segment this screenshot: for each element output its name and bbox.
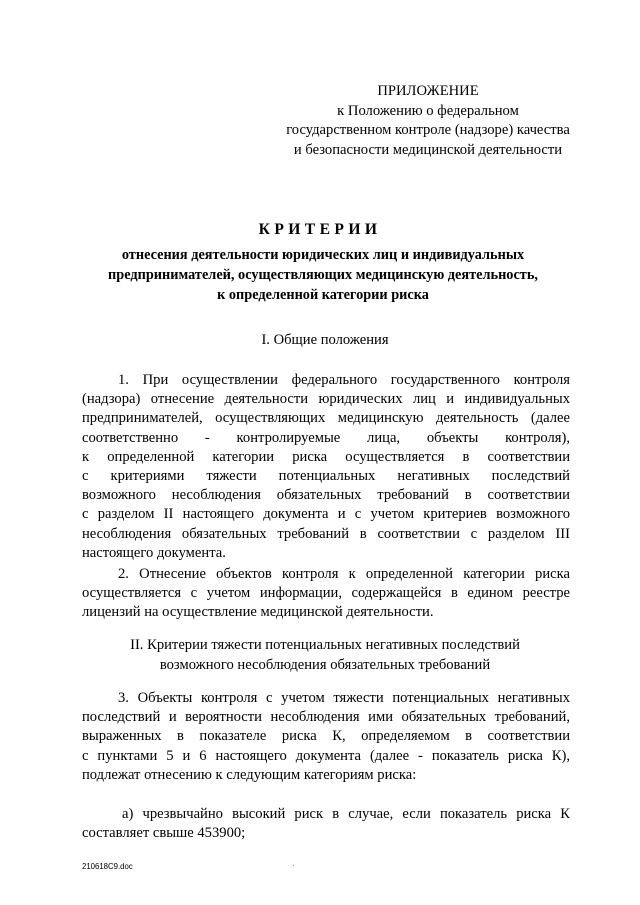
footer-doc-code: 210618C9.doc <box>82 862 133 871</box>
paragraph-2 <box>82 565 570 623</box>
annex-line: и безопасности медицинской деятельности <box>293 142 563 159</box>
annex-block <box>268 82 588 161</box>
subtitle-line: отнесения деятельности юридических лиц и индивидуальных <box>121 247 525 263</box>
paragraph-line: (надзора) отнесение деятельности юридических лиц и индивидуальных <box>82 391 570 408</box>
paragraph-line: настоящего документа. <box>82 544 226 561</box>
heading-line: возможного несоблюдения обязательных требований <box>159 656 491 673</box>
paragraph-line: возможного несоблюдения обязательных требований в соответствии <box>82 487 570 504</box>
annex-line: государственном контроле (надзоре) качества <box>286 122 570 139</box>
paragraph-line: выраженных в показателе риска К, определяемом в соответствии <box>82 728 570 745</box>
subtitle-line: предпринимателей, осуществляющих медицинскую деятельность, <box>108 267 538 284</box>
paragraph-line: к определенной категории риска осуществляется в соответствии <box>82 448 570 465</box>
paragraph-line: несоблюдения обязательных требований в соответствии с разделом III <box>82 525 570 542</box>
paragraph-line: соответственно - контролируемые лица, объекты контроля), <box>82 429 570 446</box>
item-a <box>82 805 570 843</box>
section-1-heading: I. Общие положения <box>261 332 389 348</box>
paragraph-3 <box>82 689 570 785</box>
paragraph-line: составляет свыше 453900; <box>82 825 246 842</box>
document-subtitle <box>88 245 558 306</box>
annex-line: к Положению о федеральном <box>337 102 519 119</box>
section-2-heading <box>80 636 570 676</box>
scan-speck <box>293 865 294 866</box>
paragraph-line: предпринимателей, осуществляющих медицинскую деятельность (далее <box>82 410 570 427</box>
subtitle-line: к определенной категории риска <box>217 287 429 304</box>
annex-title: ПРИЛОЖЕНИЕ <box>377 83 479 99</box>
paragraph-line: подлежат отнесению к следующим категориям риска: <box>82 766 417 783</box>
paragraph-line: лицензий на осуществление медицинской деятельности. <box>82 604 434 621</box>
paragraph-line: с пунктами 5 и 6 настоящего документа (далее - показатель риска К), <box>82 747 570 764</box>
paragraph-line: а) чрезвычайно высокий риск в случае, если показатель риска К <box>122 806 570 822</box>
paragraph-line: с критериями тяжести потенциальных негативных последствий <box>82 468 570 485</box>
paragraph-line: осуществляется с учетом информации, содержащейся в едином реестре <box>82 585 570 602</box>
paragraph-line: 2. Отнесение объектов контроля к определенной категории риска <box>118 566 570 582</box>
document-title: КРИТЕРИИ <box>258 221 382 238</box>
paragraph-line: с разделом II настоящего документа и с учетом критериев возможного <box>82 506 570 523</box>
paragraph-1 <box>82 371 570 563</box>
heading-line: II. Критерии тяжести потенциальных негативных последствий <box>130 637 520 653</box>
paragraph-line: 3. Объекты контроля с учетом тяжести потенциальных негативных <box>118 690 570 706</box>
paragraph-line: последствий и вероятности несоблюдения ими обязательных требований, <box>82 709 570 726</box>
paragraph-line: 1. При осуществлении федерального государственного контроля <box>118 372 570 388</box>
